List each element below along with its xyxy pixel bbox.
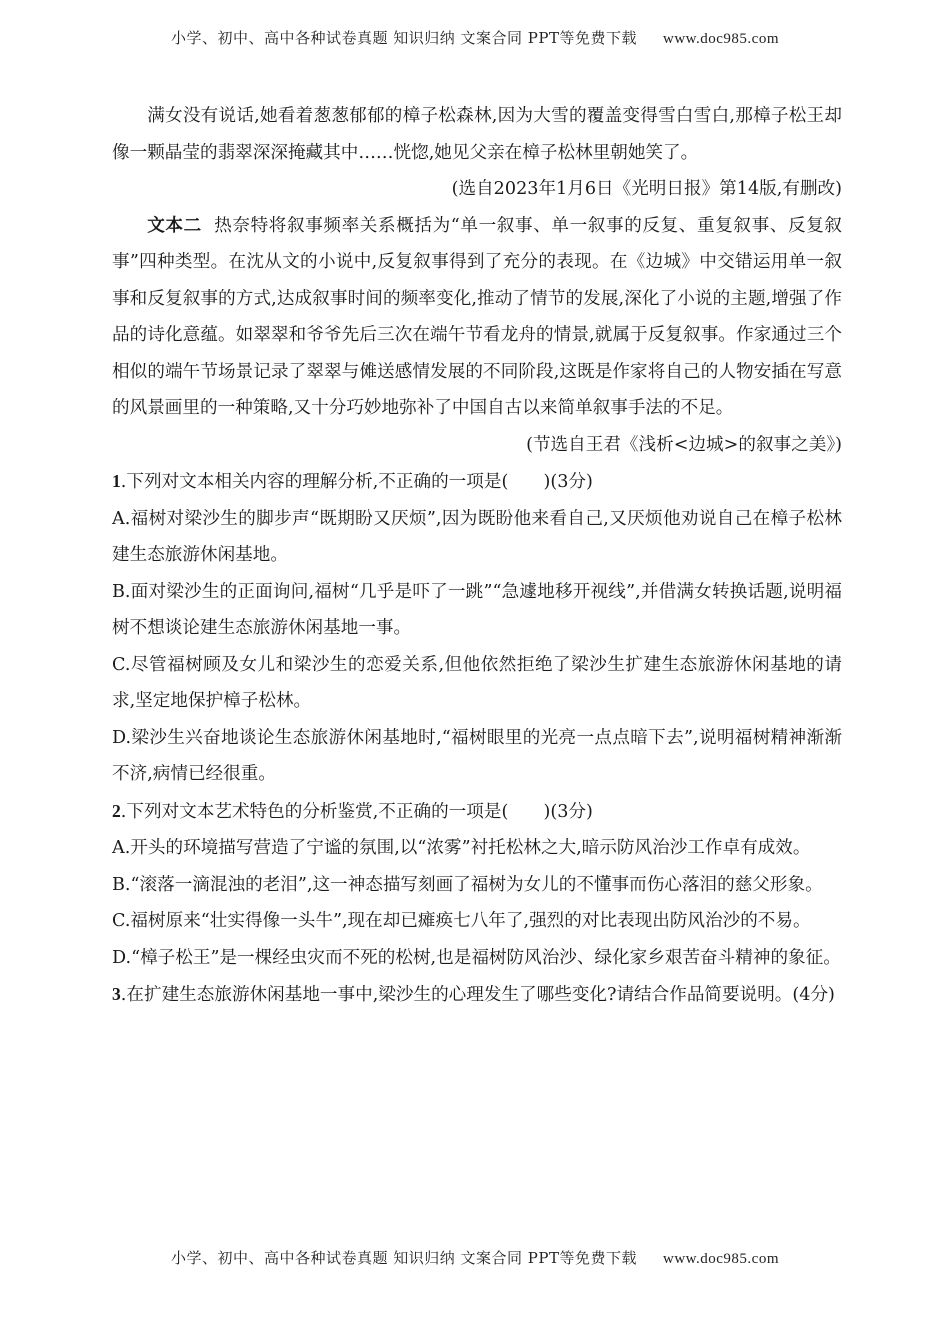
footer-url[interactable]: www.doc985.com: [662, 1251, 779, 1267]
question-1-option-d: D.梁沙生兴奋地谈论生态旅游休闲基地时,“福树眼里的光亮一点点暗下去”,说明福树精神渐渐不济,病情已经很重。: [112, 727, 842, 784]
question-2-number: 2: [112, 800, 121, 821]
header-url[interactable]: www.doc985.com: [662, 31, 779, 47]
footer-text: 小学、初中、高中各种试卷真题 知识归纳 文案合同 PPT等免费下载: [170, 1249, 637, 1267]
question-1-option-b: B.面对梁沙生的正面询问,福树“几乎是吓了一跳”“急遽地移开视线”,并借满女转换话题,说明福树不想谈论建生态旅游休闲基地一事。: [112, 581, 842, 638]
text1-paragraph: 满女没有说话,她看着葱葱郁郁的樟子松森林,因为大雪的覆盖变得雪白雪白,那樟子松王却像一颗晶莹的翡翠深深掩藏其中……恍惚,她见父亲在樟子松林里朝她笑了。: [112, 106, 842, 163]
page-content: [112, 98, 842, 1014]
question-3-number: 3: [112, 984, 121, 1004]
question-2-stem: 2.下列对文本艺术特色的分析鉴赏,不正确的一项是( )(3分): [112, 800, 593, 822]
question-1-stem: 1.下列对文本相关内容的理解分析,不正确的一项是( )(3分): [112, 471, 593, 492]
page-header: [0, 27, 950, 48]
text2-paragraph: [112, 208, 842, 427]
text1-source: (选自2023年1月6日《光明日报》第14版,有删改): [451, 179, 842, 199]
text2-label: 文本二: [147, 214, 202, 236]
question-1-option-c: C.尽管福树顾及女儿和梁沙生的恋爱关系,但他依然拒绝了梁沙生扩建生态旅游休闲基地的请求,坚定地保护樟子松林。: [112, 654, 842, 711]
question-1-option-a: A.福树对梁沙生的脚步声“既期盼又厌烦”,因为既盼他来看自己,又厌烦他劝说自己在樟子松林建生态旅游休闲基地。: [112, 508, 842, 565]
question-2-option-d: D.“樟子松王”是一棵经虫灾而不死的松树,也是福树防风治沙、绿化家乡艰苦奋斗精神的象征。: [112, 947, 841, 968]
page-footer: [0, 1247, 950, 1268]
question-3-stem: 3.在扩建生态旅游休闲基地一事中,梁沙生的心理发生了哪些变化?请结合作品简要说明。(4分): [112, 984, 835, 1005]
question-2-option-b: B.“滚落一滴混浊的老泪”,这一神态描写刻画了福树为女儿的不懂事而伤心落泪的慈父形象。: [112, 874, 823, 895]
text2-body: 热奈特将叙事频率关系概括为“单一叙事、单一叙事的反复、重复叙事、反复叙事”四种类型。在沈从文的小说中,反复叙事得到了充分的表现。在《边城》中交错运用单一叙事和反复叙事的方式,达成叙事时间的频率变化,推动了情节的发展,深化了小说的主题,增强了作品的诗化意蕴。如翠翠和爷爷先后三次在端午节看龙舟的情景,就属于反复叙事。作家通过三个相似的端午节场景记录了翠翠与傩送感情发展的不同阶段,这既是作家将自己的人物安插在写意的风景画里的一种策略,又十分巧妙地弥补了中国自古以来简单叙事手法的不足。: [112, 215, 842, 418]
question-2-option-c: C.福树原来“壮实得像一头牛”,现在却已瘫痪七八年了,强烈的对比表现出防风治沙的不易。: [112, 911, 811, 931]
question-1-number: 1: [112, 471, 121, 491]
header-text: 小学、初中、高中各种试卷真题 知识归纳 文案合同 PPT等免费下载: [170, 29, 637, 47]
text2-source: (节选自王君《浅析<边城>的叙事之美》): [526, 434, 842, 455]
question-2-option-a: A.开头的环境描写营造了宁谧的氛围,以“浓雾”衬托松林之大,暗示防风治沙工作卓有成效。: [112, 838, 811, 858]
